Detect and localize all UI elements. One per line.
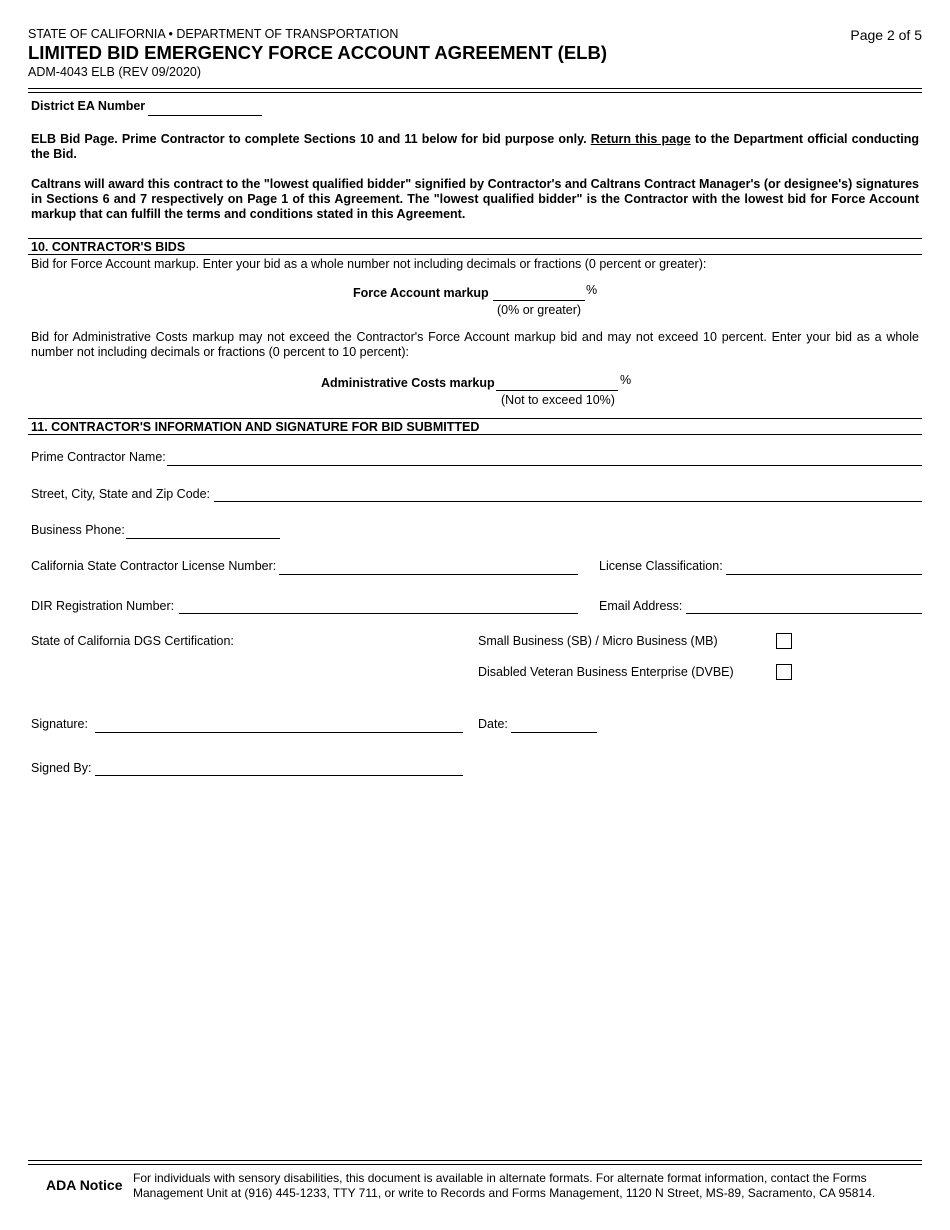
- signed-by-input[interactable]: [95, 759, 463, 776]
- form-title: LIMITED BID EMERGENCY FORCE ACCOUNT AGREEMENT (ELB): [28, 42, 607, 63]
- address-input[interactable]: [214, 485, 922, 502]
- force-account-percent: %: [586, 283, 598, 297]
- license-number-label: California State Contractor License Number:: [31, 559, 277, 573]
- email-address-input[interactable]: [686, 597, 922, 614]
- footer-rule-top: [28, 1160, 922, 1161]
- dgs-certification-label: State of California DGS Certification:: [31, 634, 234, 648]
- force-account-input[interactable]: [493, 284, 585, 301]
- signature-input[interactable]: [95, 716, 463, 733]
- ada-notice-title: ADA Notice: [46, 1177, 123, 1193]
- district-ea-input[interactable]: [148, 99, 262, 116]
- address-label: Street, City, State and Zip Code:: [31, 487, 211, 501]
- intro-p1-end: to the Department official conducting the Bid.: [31, 132, 919, 161]
- license-classification-label: License Classification:: [599, 559, 723, 573]
- section11-heading: 11. CONTRACTOR'S INFORMATION AND SIGNATURE FOR BID SUBMITTED: [31, 420, 480, 434]
- section10-heading: 10. CONTRACTOR'S BIDS: [31, 240, 186, 254]
- email-address-label: Email Address:: [599, 599, 683, 613]
- intro-p1-start: ELB Bid Page. Prime Contractor to complete Sections 10 and 11 below for bid purpose only.: [31, 132, 591, 146]
- district-ea-label: District EA Number: [31, 99, 146, 113]
- dvbe-label: Disabled Veteran Business Enterprise (DVBE): [478, 665, 734, 679]
- prime-contractor-input[interactable]: [167, 449, 922, 466]
- section11-rule-bottom: [28, 434, 922, 435]
- section11-rule-top: [28, 418, 922, 419]
- date-label: Date:: [478, 717, 508, 731]
- form-id: ADM-4043 ELB (REV 09/2020): [28, 65, 202, 79]
- force-account-note: (0% or greater): [497, 303, 582, 317]
- admin-costs-label: Administrative Costs markup: [321, 376, 495, 390]
- section10-rule-bottom: [28, 254, 922, 255]
- license-number-input[interactable]: [279, 558, 578, 575]
- small-business-checkbox[interactable]: [776, 633, 792, 649]
- small-business-label: Small Business (SB) / Micro Business (MB): [478, 634, 718, 648]
- force-account-label: Force Account markup: [353, 286, 489, 300]
- prime-contractor-label: Prime Contractor Name:: [31, 450, 166, 464]
- business-phone-label: Business Phone:: [31, 523, 125, 537]
- intro-paragraph-2: Caltrans will award this contract to the "lowest qualified bidder" signified by Contractor's and Caltrans Contract Manager's (or designee's) signatures in Sections 6 and 7 respectively on Page 1 of this Agreement. The "lowest qualified bidder" is the Contractor with the lowest bid for Force Account markup that can fulfill the terms and conditions stated in this Agreement.: [31, 177, 919, 221]
- business-phone-input[interactable]: [126, 522, 280, 539]
- admin-costs-note: (Not to exceed 10%): [501, 393, 615, 407]
- intro-paragraph-1: [31, 132, 919, 162]
- section10-instruction-2: Bid for Administrative Costs markup may not exceed the Contractor's Force Account markup bid and may not exceed 10 percent. Enter your bid as a whole number not including decimals or fractions (0 percent to 10 percent):: [31, 330, 919, 359]
- footer-rule-bottom: [28, 1164, 922, 1165]
- admin-costs-input[interactable]: [496, 374, 618, 391]
- section10-instruction-1: Bid for Force Account markup. Enter your bid as a whole number not including decimals or fractions (0 percent or greater):: [31, 257, 707, 271]
- page-number: Page 2 of 5: [850, 27, 922, 43]
- return-this-page-text: Return this page: [590, 132, 691, 146]
- header-rule-bottom: [28, 92, 922, 93]
- date-input[interactable]: [511, 716, 597, 733]
- admin-costs-percent: %: [620, 373, 632, 387]
- section10-rule-top: [28, 238, 922, 239]
- dir-registration-label: DIR Registration Number:: [31, 599, 175, 613]
- dvbe-checkbox[interactable]: [776, 664, 792, 680]
- header-rule-top: [28, 88, 922, 89]
- dir-registration-input[interactable]: [179, 597, 578, 614]
- signature-label: Signature:: [31, 717, 88, 731]
- agency-name: STATE OF CALIFORNIA • DEPARTMENT OF TRANSPORTATION: [28, 27, 399, 41]
- signed-by-label: Signed By:: [31, 761, 92, 775]
- license-classification-input[interactable]: [726, 558, 922, 575]
- ada-notice-text: For individuals with sensory disabilities, this document is available in alternate formats. For alternate format information, contact the Forms Management Unit at (916) 445-1233, TTY 711, or write to Records and Forms Management, 1120 N Street, MS-89, Sacramento, CA 95814.: [133, 1171, 876, 1200]
